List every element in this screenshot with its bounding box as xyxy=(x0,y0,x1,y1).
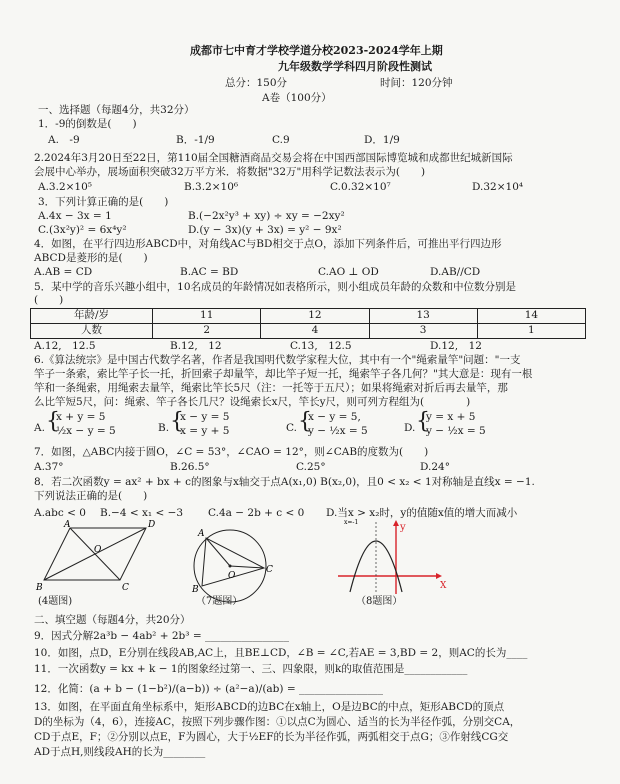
table-row xyxy=(31,309,586,324)
volume-label: A卷（100分） xyxy=(262,92,332,104)
q7-option-b: B.26.5° xyxy=(170,461,210,473)
q6-line1: 6.《算法统宗》是中国古代数学名著，作者是我国明代数学家程大位，其中有一个"绳索量竿"问题："一支 xyxy=(34,354,521,366)
exam-time: 时间：120分钟 xyxy=(380,77,453,89)
fig7-label: A xyxy=(198,529,205,539)
q4-stem-line1: 4．如图，在平行四边形ABCD中，对角线AC与BD相交于点O，添加下列条件后，可推出平行四边形 xyxy=(34,238,502,250)
q8-option-b: B.−4 < x₁ < −3 xyxy=(100,507,184,519)
table-cell: 4 xyxy=(261,324,369,339)
fig7-caption: （7题图） xyxy=(196,596,243,607)
q4-stem-line2: ABCD是菱形的是( ) xyxy=(34,252,148,264)
q7-stem: 7．如图，△ABC内接于圆O，∠C = 53°，∠CAO = 12°，则∠CAB的度数为( ) xyxy=(34,446,429,458)
q5-option-b: B.12, 12 xyxy=(170,340,222,352)
table-head-age: 年龄/岁 xyxy=(31,309,153,324)
q5-stem-line1: 5．某中学的音乐兴趣小组中，10名成员的年龄情况如表格所示，则小组成员年龄的众数和中位数分别是 xyxy=(34,281,517,293)
q6-line2: 竿子一条索，索比竿子长一托，折回索子却量竿，却比竿子短一托，绳索竿子各几何？"其大意是：现有一根 xyxy=(34,368,533,380)
q3-stem: 3．下列计算正确的是( ) xyxy=(38,196,169,208)
q8-stem-line1: 8．若二次函数y = ax² + bx + c的图象与x轴交于点A(x₁,0) B(x₂,0)，且0 < x₂ < 1对称轴是直线x = −1. xyxy=(34,476,535,488)
table-cell: 1 xyxy=(477,324,585,339)
age-table xyxy=(30,308,586,339)
q1-stem: 1．-9的倒数是( ) xyxy=(38,118,137,130)
q4-option-a: A.AB = CD xyxy=(34,266,93,278)
q2-option-d: D.32×10⁴ xyxy=(472,181,524,193)
q13-line1: 13．如图，在平面直角坐标系中，矩形ABCD的边BC在x轴上，O是边BC的中点，矩形ABCD的顶点 xyxy=(34,701,505,713)
q2-option-c: C.0.32×10⁷ xyxy=(330,181,391,193)
q1-option-a: A. -9 xyxy=(48,134,80,146)
q6-option-b-label: B. xyxy=(158,422,170,434)
table-cell: 2 xyxy=(153,324,261,339)
q2-option-b: B.3.2×10⁶ xyxy=(184,181,239,193)
fig8-axis-y: y xyxy=(400,522,406,533)
q4-option-d: D.AB//CD xyxy=(430,266,481,278)
fig4-label: B xyxy=(36,583,43,593)
q2-stem-line2: 会展中心举办，展场面积突破32万平方米．将数据"32万"用科学记数法表示为( ) xyxy=(34,166,426,178)
exam-title: 成都市七中育才学校学道分校2023-2024学年上期 xyxy=(190,44,443,57)
total-score: 总分：150分 xyxy=(225,77,288,89)
q7-option-c: C.25° xyxy=(296,461,326,473)
q6-line4: 么比竿短5尺，问：绳索、竿子各长几尺？设绳索长x尺，竿长y尺，则可列方程组为( ) xyxy=(34,396,471,408)
fig7-label: B xyxy=(192,585,199,595)
fig8-sym-label: x=-1 xyxy=(344,519,359,526)
q6-option-d-label: D. xyxy=(404,422,416,434)
fig8-axis-x: X xyxy=(440,581,447,591)
q6-brace-a: { xyxy=(46,409,60,434)
q3-option-b: B.(−2x²y³ + xy) ÷ xy = −2xy² xyxy=(188,210,345,222)
q6-option-b-system: x − y = 5 x = y + 5 xyxy=(180,411,230,438)
q8-option-a: A.abc < 0 xyxy=(34,507,86,519)
fig4-caption: (4题图) xyxy=(38,596,73,607)
q8-option-d: D.当x > x₂时，y的值随x值的增大而减小 xyxy=(326,507,518,519)
q4-option-b: B.AC = BD xyxy=(180,266,239,278)
q4-option-c: C.AO ⊥ OD xyxy=(318,266,379,278)
table-cell: 14 xyxy=(477,309,585,324)
q2-option-a: A.3.2×10⁵ xyxy=(38,181,92,193)
fig4-label: C xyxy=(122,583,129,593)
section-fill-title: 二、填空题（每题4分，共20分） xyxy=(34,614,191,626)
q10-text: 10．如图，点D，E分别在线段AB,AC上，且BE⊥CD，∠B = ∠C,若AE = 3,BD = 2，则AC的长为____ xyxy=(34,647,528,659)
q3-option-c: C.(3x²y)² = 6x⁴y² xyxy=(38,224,127,236)
q5-stem-line2: ( ) xyxy=(34,294,64,306)
q9-text: 9．因式分解2a³b − 4ab² + 2b³ = ________________ xyxy=(34,630,289,642)
q6-line3: 竿和一条绳索，用绳索去量竿，绳索比竿长5尺（注：一托等于五尺）；如果将绳索对折后再去量竿，那 xyxy=(34,382,508,394)
q5-option-a: A.12, 12.5 xyxy=(34,340,96,352)
q13-line3: CD于点E，F；②分别以点E，F为圆心，大于½EF的长为半径作弧，两弧相交于点G；③作射线CG交 xyxy=(34,731,509,743)
q8-stem-line2: 下列说法正确的是( ) xyxy=(34,490,148,502)
q6-brace-b: { xyxy=(170,409,184,434)
fig7-label: C xyxy=(266,565,273,575)
q13-line4: AD于点H,则线段AH的长为________ xyxy=(34,746,206,758)
exam-subtitle: 九年级数学学科四月阶段性测试 xyxy=(278,60,432,73)
table-cell: 12 xyxy=(261,309,369,324)
fig4-parallelogram xyxy=(36,522,156,592)
table-cell: 3 xyxy=(369,324,477,339)
q8-option-c: C.4a − 2b + c < 0 xyxy=(208,507,305,519)
fig4-label: A xyxy=(64,520,71,530)
table-row xyxy=(31,324,586,339)
q1-option-b: B．-1/9 xyxy=(176,134,215,146)
q7-option-a: A.37° xyxy=(34,461,64,473)
q6-brace-c: { xyxy=(298,409,312,434)
q3-option-d: D.(y − 3x)(y + 3x) = y² − 9x² xyxy=(188,224,342,236)
q2-stem-line1: 2.2024年3月20日至22日，第110届全国糖酒商品交易会将在中国西部国际博览城和成都世纪城新国际 xyxy=(34,152,513,164)
table-cell: 11 xyxy=(153,309,261,324)
q3-option-a: A.4x − 3x = 1 xyxy=(38,210,112,222)
fig4-label: O xyxy=(94,545,102,555)
fig8-caption: （8题图） xyxy=(356,596,403,607)
fig8-parabola xyxy=(336,518,446,598)
q5-option-c: C.13, 12.5 xyxy=(290,340,352,352)
q1-option-d: D．1/9 xyxy=(364,134,400,146)
q6-option-c-system: x − y = 5, y − ½x = 5 xyxy=(308,411,368,438)
q7-option-d: D.24° xyxy=(420,461,450,473)
q6-option-d-system: y = x + 5 y − ½x = 5 xyxy=(426,411,486,438)
q5-option-d: D.12, 12 xyxy=(430,340,482,352)
q12-text: 12．化简：(a + b − (1−b²)/(a−b)) ÷ (a²−a)/(ab) = ________________ xyxy=(34,683,383,695)
section-choice-title: 一、选择题（每题4分，共32分） xyxy=(38,104,195,116)
q6-option-c-label: C. xyxy=(286,422,297,434)
q13-line2: D的坐标为（4，6），连接AC，按照下列步骤作图：①以点C为圆心、适当的长为半径作弧，分别交CA， xyxy=(34,716,521,728)
fig4-label: D xyxy=(148,520,156,530)
table-cell: 13 xyxy=(369,309,477,324)
fig7-label: O xyxy=(228,571,236,581)
q6-brace-d: { xyxy=(416,409,430,434)
q11-text: 11．一次函数y = kx + k − 1的图象经过第一、三、四象限，则k的取值范围是____________ xyxy=(34,663,468,675)
q6-option-a-system: x + y = 5 ½x − y = 5 xyxy=(56,411,116,438)
table-head-count: 人数 xyxy=(31,324,153,339)
q1-option-c: C.9 xyxy=(272,134,290,146)
q6-option-a-label: A. xyxy=(34,422,45,434)
